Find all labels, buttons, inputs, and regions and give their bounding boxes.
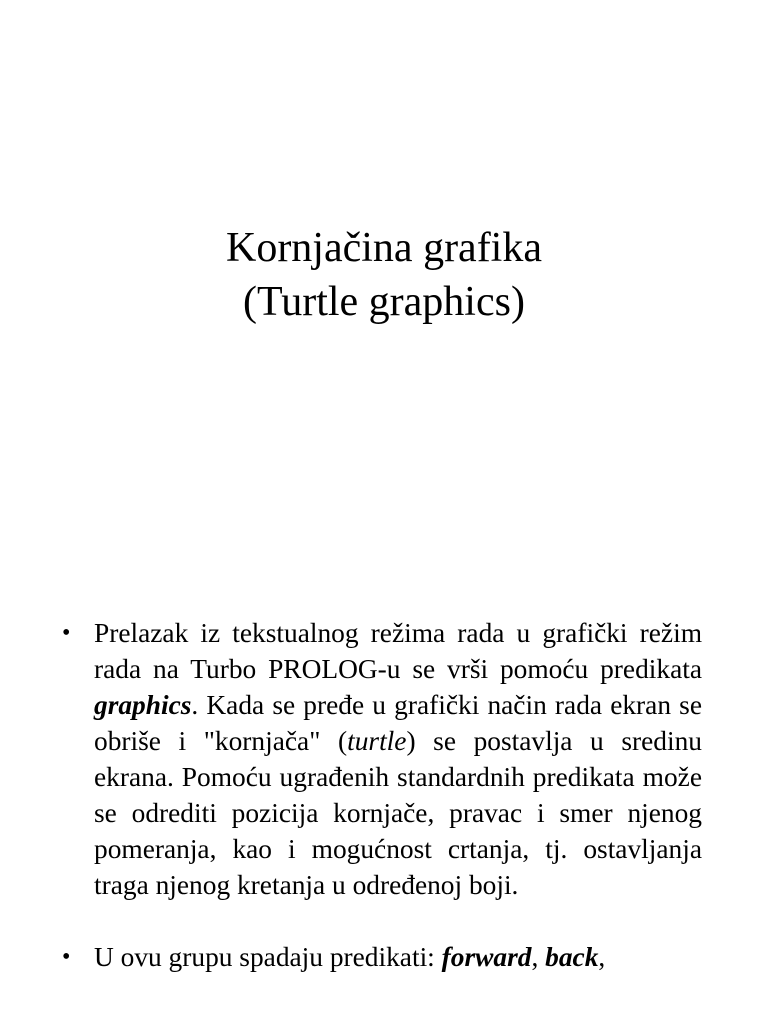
bullet-item-graphics-mode — [62, 615, 702, 903]
bullet-text: , — [598, 942, 606, 972]
bullet-text: ) se postavlja u sredinu ekrana. Pomoću ugrađenih standardnih predikata može se odrediti pozicija kornjače, pravac i smer njenog pomeranja, kao i mogućnost crtanja, tj. ostavljanja traga njenog kretanja u određenoj boji. — [94, 726, 702, 900]
bullet-item-predicates — [62, 939, 702, 975]
bullet-dot: • — [62, 620, 71, 646]
keyword-turtle: turtle — [347, 726, 407, 756]
keyword-graphics: graphics — [94, 690, 192, 720]
bullet-text: . Kada se pređe u grafički način rada ekran se obriše i "kornjača" ( — [94, 690, 702, 756]
bullet-list — [62, 615, 702, 1011]
slide-title — [0, 221, 768, 329]
bullet-dot: • — [62, 944, 71, 970]
keyword-back: back — [545, 942, 599, 972]
keyword-forward: forward — [441, 942, 532, 972]
bullet-text: , — [531, 942, 546, 972]
bullet-text: U ovu grupu spadaju predikati: — [94, 942, 442, 972]
title-line-1: Kornjačina grafika — [225, 225, 542, 271]
title-line-2: (Turtle graphics) — [243, 279, 525, 325]
bullet-text: Prelazak iz tekstualnog režima rada u grafički režim rada na Turbo PROLOG-u se vrši pomoću predikata — [94, 618, 702, 684]
